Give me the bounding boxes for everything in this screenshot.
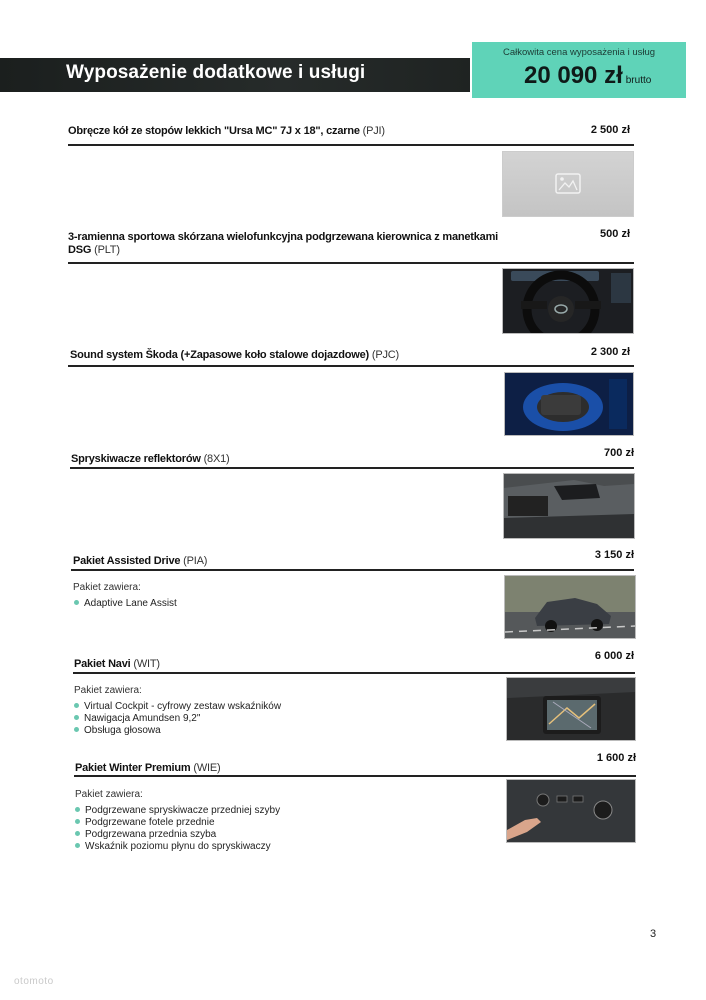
page-number: 3 [650,928,657,940]
divider [68,365,634,367]
total-price-caption: Całkowita cena wyposażenia i usług [502,47,656,58]
item-photo-winter-premium [506,779,636,843]
item-name: Obręcze kół ze stopów lekkich "Ursa MC" 7J x 18", czarne [68,125,360,137]
item-name: 3-ramienna sportowa skórzana wielofunkcyjna podgrzewana kierownica z manetkami DSG [68,231,499,256]
item-code: (WIT) [133,658,160,670]
bullet-icon [75,831,80,836]
item-price-headlight-washers: 700 zł [604,447,634,459]
package-label: Pakiet zawiera: [74,685,142,696]
package-contents-list [75,805,280,853]
bullet-icon [74,715,79,720]
car-road-illustration [505,576,635,638]
item-photo-steering-wheel [502,268,634,334]
divider [73,672,635,674]
bullet-icon [75,807,80,812]
list-item: Podgrzewane fotele przednie [75,817,280,829]
list-item: Adaptive Lane Assist [74,598,177,610]
item-price-rims: 2 500 zł [590,124,630,136]
item-code: (PLT) [94,244,120,256]
list-item: Nawigacja Amundsen 9,2" [74,713,281,725]
item-code: (PJC) [371,349,399,361]
steering-wheel-illustration [503,269,633,333]
total-price-suffix: brutto [625,75,652,86]
divider [70,467,634,469]
item-name: Spryskiwacze reflektorów [71,453,201,465]
climate-controls-illustration [507,780,635,842]
bullet-icon [75,843,80,848]
item-photo-sound-system [504,372,634,436]
item-price-assisted-drive: 3 150 zł [594,549,634,561]
trunk-illustration [505,373,633,435]
total-price-line [524,62,651,90]
item-price-navi: 6 000 zł [594,650,634,662]
bullet-icon [74,727,79,732]
package-contents-list [74,701,281,737]
item-photo-headlight-washers [503,473,635,539]
item-name: Pakiet Winter Premium [75,762,191,774]
divider [74,775,636,777]
package-label: Pakiet zawiera: [75,789,143,800]
bullet-icon [74,703,79,708]
divider [68,262,634,264]
list-item: Podgrzewana przednia szyba [75,829,280,841]
list-item: Podgrzewane spryskiwacze przedniej szyby [75,805,280,817]
dashboard-illustration [507,678,635,740]
divider [68,144,634,146]
item-price-winter-premium: 1 600 zł [596,752,636,764]
item-photo-assisted-drive [504,575,636,639]
item-title-sound-system [70,349,540,362]
bullet-icon [75,819,80,824]
item-price-sound-system: 2 300 zł [590,346,630,358]
item-photo-rims [502,151,634,217]
package-contents-list [74,598,177,610]
watermark: otomoto [14,976,54,987]
page-title: Wyposażenie dodatkowe i usługi [66,62,366,83]
bullet-icon [74,600,79,605]
item-title-steering-wheel [68,231,518,257]
item-code: (WIE) [193,762,221,774]
item-name: Pakiet Navi [74,658,131,670]
item-title-rims [68,125,538,138]
item-code: (PJI) [362,125,385,137]
list-item: Wskaźnik poziomu płynu do spryskiwaczy [75,841,280,853]
total-price-box [472,42,686,98]
total-price-amount: 20 090 zł [524,62,623,89]
list-item: Virtual Cockpit - cyfrowy zestaw wskaźników [74,701,281,713]
item-title-assisted-drive [73,555,543,568]
car-front-illustration [504,474,634,538]
item-price-steering-wheel: 500 zł [600,228,630,240]
item-title-winter-premium [75,762,545,775]
divider [71,569,634,571]
package-label: Pakiet zawiera: [73,582,141,593]
item-title-headlight-washers [71,453,541,466]
item-code: (PIA) [183,555,208,567]
list-item: Obsługa głosowa [74,725,281,737]
item-photo-navi [506,677,636,741]
item-code: (8X1) [203,453,230,465]
item-name: Sound system Škoda (+Zapasowe koło stalowe dojazdowe) [70,349,369,361]
item-name: Pakiet Assisted Drive [73,555,181,567]
image-placeholder-icon [503,152,633,216]
item-title-navi [74,658,544,671]
